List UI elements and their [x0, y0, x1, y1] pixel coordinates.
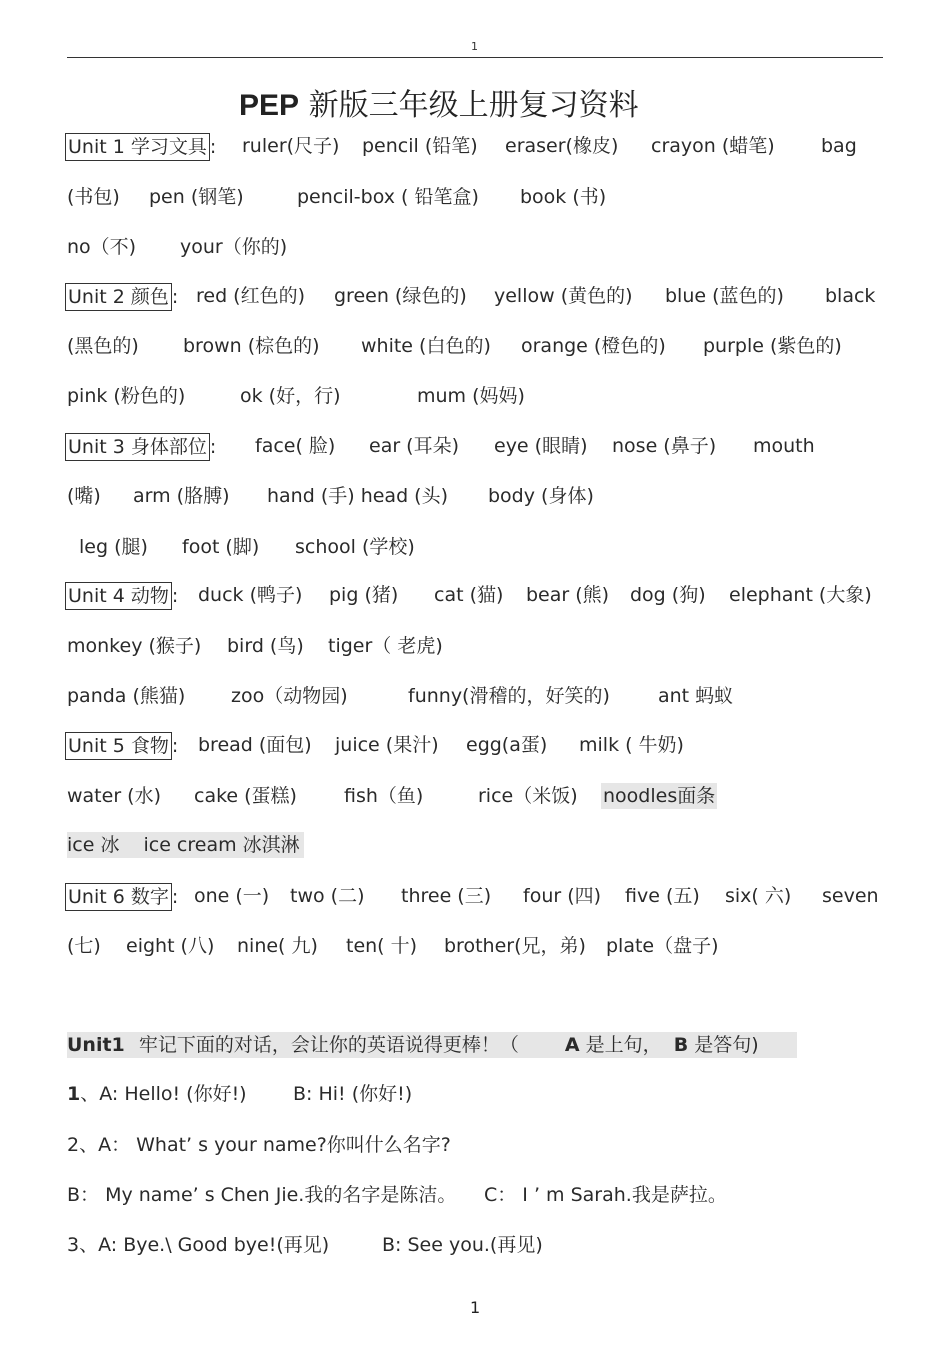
vocab-item-highlighted: noodles面条 — [603, 785, 716, 807]
vocab-item: six( 六) — [725, 885, 792, 907]
unit5-label: Unit 5 食物 — [65, 732, 172, 760]
dialog-text: 、A: Hello! (你好!) — [80, 1083, 247, 1105]
vocab-item: bird (鸟) — [227, 635, 304, 657]
dialog-line-1a — [67, 1081, 247, 1107]
title-bold: PEP — [239, 89, 300, 122]
vocab-item: arm (胳膊) — [133, 485, 230, 507]
vocab-item: eye (眼睛) — [494, 435, 588, 457]
dialog-heading-unit: Unit1 — [67, 1034, 125, 1056]
vocab-item: leg (腿) — [79, 536, 148, 558]
footer-page-number: 1 — [470, 1298, 481, 1317]
vocab-item: monkey (猴子) — [67, 635, 202, 657]
vocab-item: (黑色的) — [67, 335, 139, 357]
unit5-row1 — [67, 732, 178, 760]
unit5-sep: : — [171, 735, 179, 757]
vocab-item: duck (鸭子) — [198, 584, 303, 606]
vocab-item: dog (狗) — [630, 584, 706, 606]
vocab-item: bread (面包) — [198, 734, 312, 756]
page-title — [239, 80, 639, 124]
vocab-item: funny(滑稽的，好笑的) — [408, 685, 610, 707]
vocab-item: fish（鱼) — [344, 785, 424, 807]
title-rest: 新版三年级上册复习资料 — [308, 88, 639, 123]
vocab-item: blue (蓝色的) — [665, 285, 784, 307]
vocab-item: red (红色的) — [196, 285, 306, 307]
vocab-item: face( 脸) — [255, 435, 336, 457]
vocab-row-highlighted — [67, 832, 304, 858]
header-page-number: 1 — [471, 40, 478, 53]
vocab-item: one (一) — [194, 885, 270, 907]
vocab-item: ear (耳朵) — [369, 435, 460, 457]
vocab-item: ok (好，行) — [240, 385, 341, 407]
vocab-item: pink (粉色的) — [67, 385, 186, 407]
unit1-label: Unit 1 学习文具 — [65, 133, 210, 161]
vocab-item: ice cream 冰淇淋 — [143, 834, 300, 856]
vocab-item: (书包) — [67, 186, 120, 208]
dialog-heading-b-text: 是答句) — [694, 1034, 759, 1056]
vocab-item: water (水) — [67, 785, 161, 807]
vocab-item: black — [825, 285, 876, 307]
vocab-item: egg(a蛋) — [466, 734, 548, 756]
dialog-line-2: 2、A： What’ s your name?你叫什么名字? — [67, 1134, 451, 1156]
dialog-heading-a: A — [564, 1034, 580, 1056]
vocab-item: your（你的) — [180, 236, 288, 258]
vocab-item: ruler(尺子) — [242, 135, 340, 157]
vocab-item: brother(兄，弟) — [444, 935, 586, 957]
vocab-item: purple (紫色的) — [703, 335, 842, 357]
vocab-item: elephant (大象) — [729, 584, 872, 606]
vocab-item: milk ( 牛奶) — [579, 734, 684, 756]
unit6-sep: : — [171, 886, 179, 908]
unit4-sep: : — [171, 585, 179, 607]
vocab-item: three (三) — [401, 885, 492, 907]
dialog-number: 1 — [67, 1083, 81, 1105]
vocab-item: panda (熊猫) — [67, 685, 186, 707]
vocab-item: nine( 九) — [237, 935, 318, 957]
vocab-item: bear (熊) — [526, 584, 610, 606]
unit6-label: Unit 6 数字 — [65, 883, 172, 911]
vocab-item: ice 冰 — [67, 834, 120, 856]
unit3-row1 — [67, 433, 216, 461]
vocab-item: brown (棕色的) — [183, 335, 320, 357]
vocab-item: (七) — [67, 935, 101, 957]
dialog-line-4b: B: See you.(再见) — [382, 1234, 543, 1256]
vocab-item: eraser(橡皮) — [505, 135, 619, 157]
vocab-item: cat (猫) — [434, 584, 504, 606]
vocab-item: rice（米饭) — [478, 785, 578, 807]
vocab-item: seven — [822, 885, 879, 907]
vocab-item: tiger（ 老虎) — [328, 635, 443, 657]
unit1-sep: : — [209, 136, 217, 158]
vocab-item: body (身体) — [488, 485, 594, 507]
vocab-item: pig (猪) — [329, 584, 399, 606]
unit2-row1 — [67, 283, 178, 311]
vocab-item: two (二) — [290, 885, 365, 907]
unit2-sep: : — [171, 286, 179, 308]
vocab-item: ant 蚂蚁 — [658, 685, 734, 707]
vocab-item: plate（盘子) — [606, 935, 719, 957]
vocab-item: orange (橙色的) — [521, 335, 666, 357]
vocab-item: hand (手) head (头) — [267, 485, 448, 507]
vocab-item: no（不) — [67, 236, 137, 258]
vocab-item: white (白色的) — [361, 335, 491, 357]
vocab-item: nose (鼻子) — [612, 435, 717, 457]
vocab-item: four (四) — [523, 885, 602, 907]
vocab-item: juice (果汁) — [335, 734, 439, 756]
dialog-heading-b: B — [673, 1034, 689, 1056]
unit1-row1 — [67, 133, 216, 161]
vocab-item: ten( 十) — [346, 935, 418, 957]
vocab-item: pen (钢笔) — [149, 186, 244, 208]
vocab-item: pencil-box ( 铅笔盒) — [297, 186, 479, 208]
vocab-item: (嘴) — [67, 485, 101, 507]
vocab-item: eight (八) — [126, 935, 215, 957]
vocab-item: zoo（动物园) — [231, 685, 348, 707]
dialog-heading-text: 牢记下面的对话，会让你的英语说得更棒！（ — [138, 1034, 519, 1056]
unit2-label: Unit 2 颜色 — [65, 283, 172, 311]
vocab-item: pencil (铅笔) — [362, 135, 478, 157]
unit6-row1 — [67, 883, 178, 911]
unit4-row1 — [67, 582, 178, 610]
unit3-sep: : — [209, 436, 217, 458]
dialog-heading-a-text: 是上句， — [585, 1034, 662, 1056]
vocab-item: yellow (黄色的) — [494, 285, 633, 307]
vocab-item: foot (脚) — [182, 536, 260, 558]
dialog-line-3b: C： I ’ m Sarah.我是萨拉。 — [484, 1184, 727, 1206]
unit4-label: Unit 4 动物 — [65, 582, 172, 610]
vocab-item: cake (蛋糕) — [194, 785, 297, 807]
vocab-item: mouth — [753, 435, 815, 457]
vocab-item: book (书) — [520, 186, 607, 208]
vocab-item: five (五) — [625, 885, 700, 907]
dialog-line-1b: B: Hi! (你好!) — [293, 1083, 413, 1105]
dialog-heading — [67, 1032, 797, 1058]
dialog-line-3a: B： My name’ s Chen Jie.我的名字是陈洁。 — [67, 1184, 457, 1206]
unit3-label: Unit 3 身体部位 — [65, 433, 210, 461]
vocab-item: school (学校) — [295, 536, 415, 558]
dialog-line-4a: 3、A: Bye.\ Good bye!(再见) — [67, 1234, 330, 1256]
vocab-item: mum (妈妈) — [417, 385, 525, 407]
vocab-item: green (绿色的) — [334, 285, 467, 307]
vocab-item: bag — [821, 135, 857, 157]
vocab-item: crayon (蜡笔) — [651, 135, 775, 157]
header-rule — [67, 57, 883, 58]
